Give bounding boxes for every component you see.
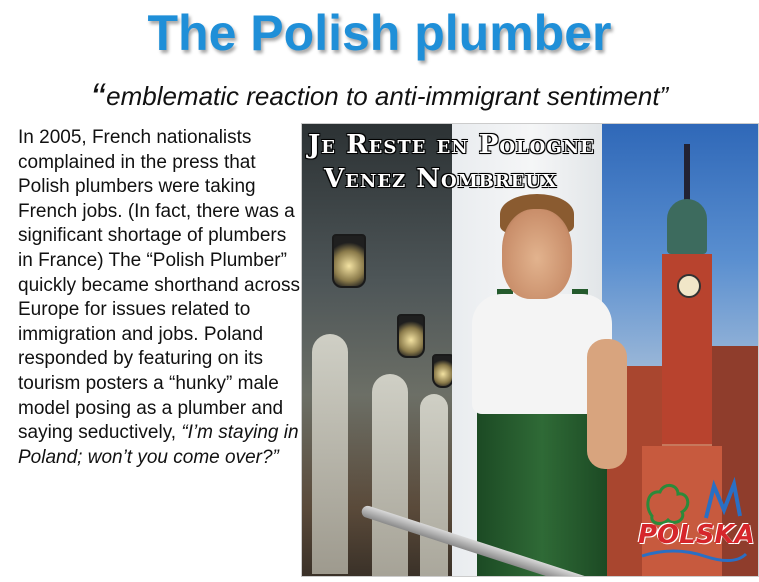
lantern-icon <box>397 314 425 358</box>
slide-title: The Polish plumber <box>147 5 612 61</box>
arcade-column <box>312 334 348 574</box>
arcade-column <box>372 374 408 577</box>
lantern-icon <box>432 354 454 388</box>
clock-tower <box>662 144 712 444</box>
poster-headline-2: Venez Nombreux <box>324 164 558 194</box>
open-quote-mark: “ <box>90 76 105 120</box>
body-text <box>18 126 300 470</box>
tower-dome <box>667 199 707 254</box>
clock-icon <box>677 274 701 298</box>
plumber-arm <box>587 339 627 469</box>
slide-subtitle <box>0 76 759 121</box>
tourism-poster-image <box>301 123 759 577</box>
lantern-icon <box>332 234 366 288</box>
body-paragraph: In 2005, French nationalists complained in the press that Polish plumbers were taking French jobs. (In fact, there was a significant shortage of plumbers in France) The “Polish Plumber” quickly became shorthand across Europe for issues related to immigration and jobs. Poland responded by featuring on its tourism posters a “hunky” male model posing as a plumber and saying seductively, <box>18 127 300 444</box>
body-quote: “I’m staying in Poland; won’t you come over?” <box>18 422 299 468</box>
tower-spire <box>684 144 690 204</box>
polska-logo-text: POLSKA <box>638 520 755 550</box>
plumber-head <box>502 209 572 299</box>
poster-headline-1: Je Reste en Pologne <box>308 130 595 160</box>
arcade-column <box>420 394 448 577</box>
polska-logo <box>634 476 755 566</box>
subtitle-text: emblematic reaction to anti-immigrant sentiment” <box>106 81 669 111</box>
